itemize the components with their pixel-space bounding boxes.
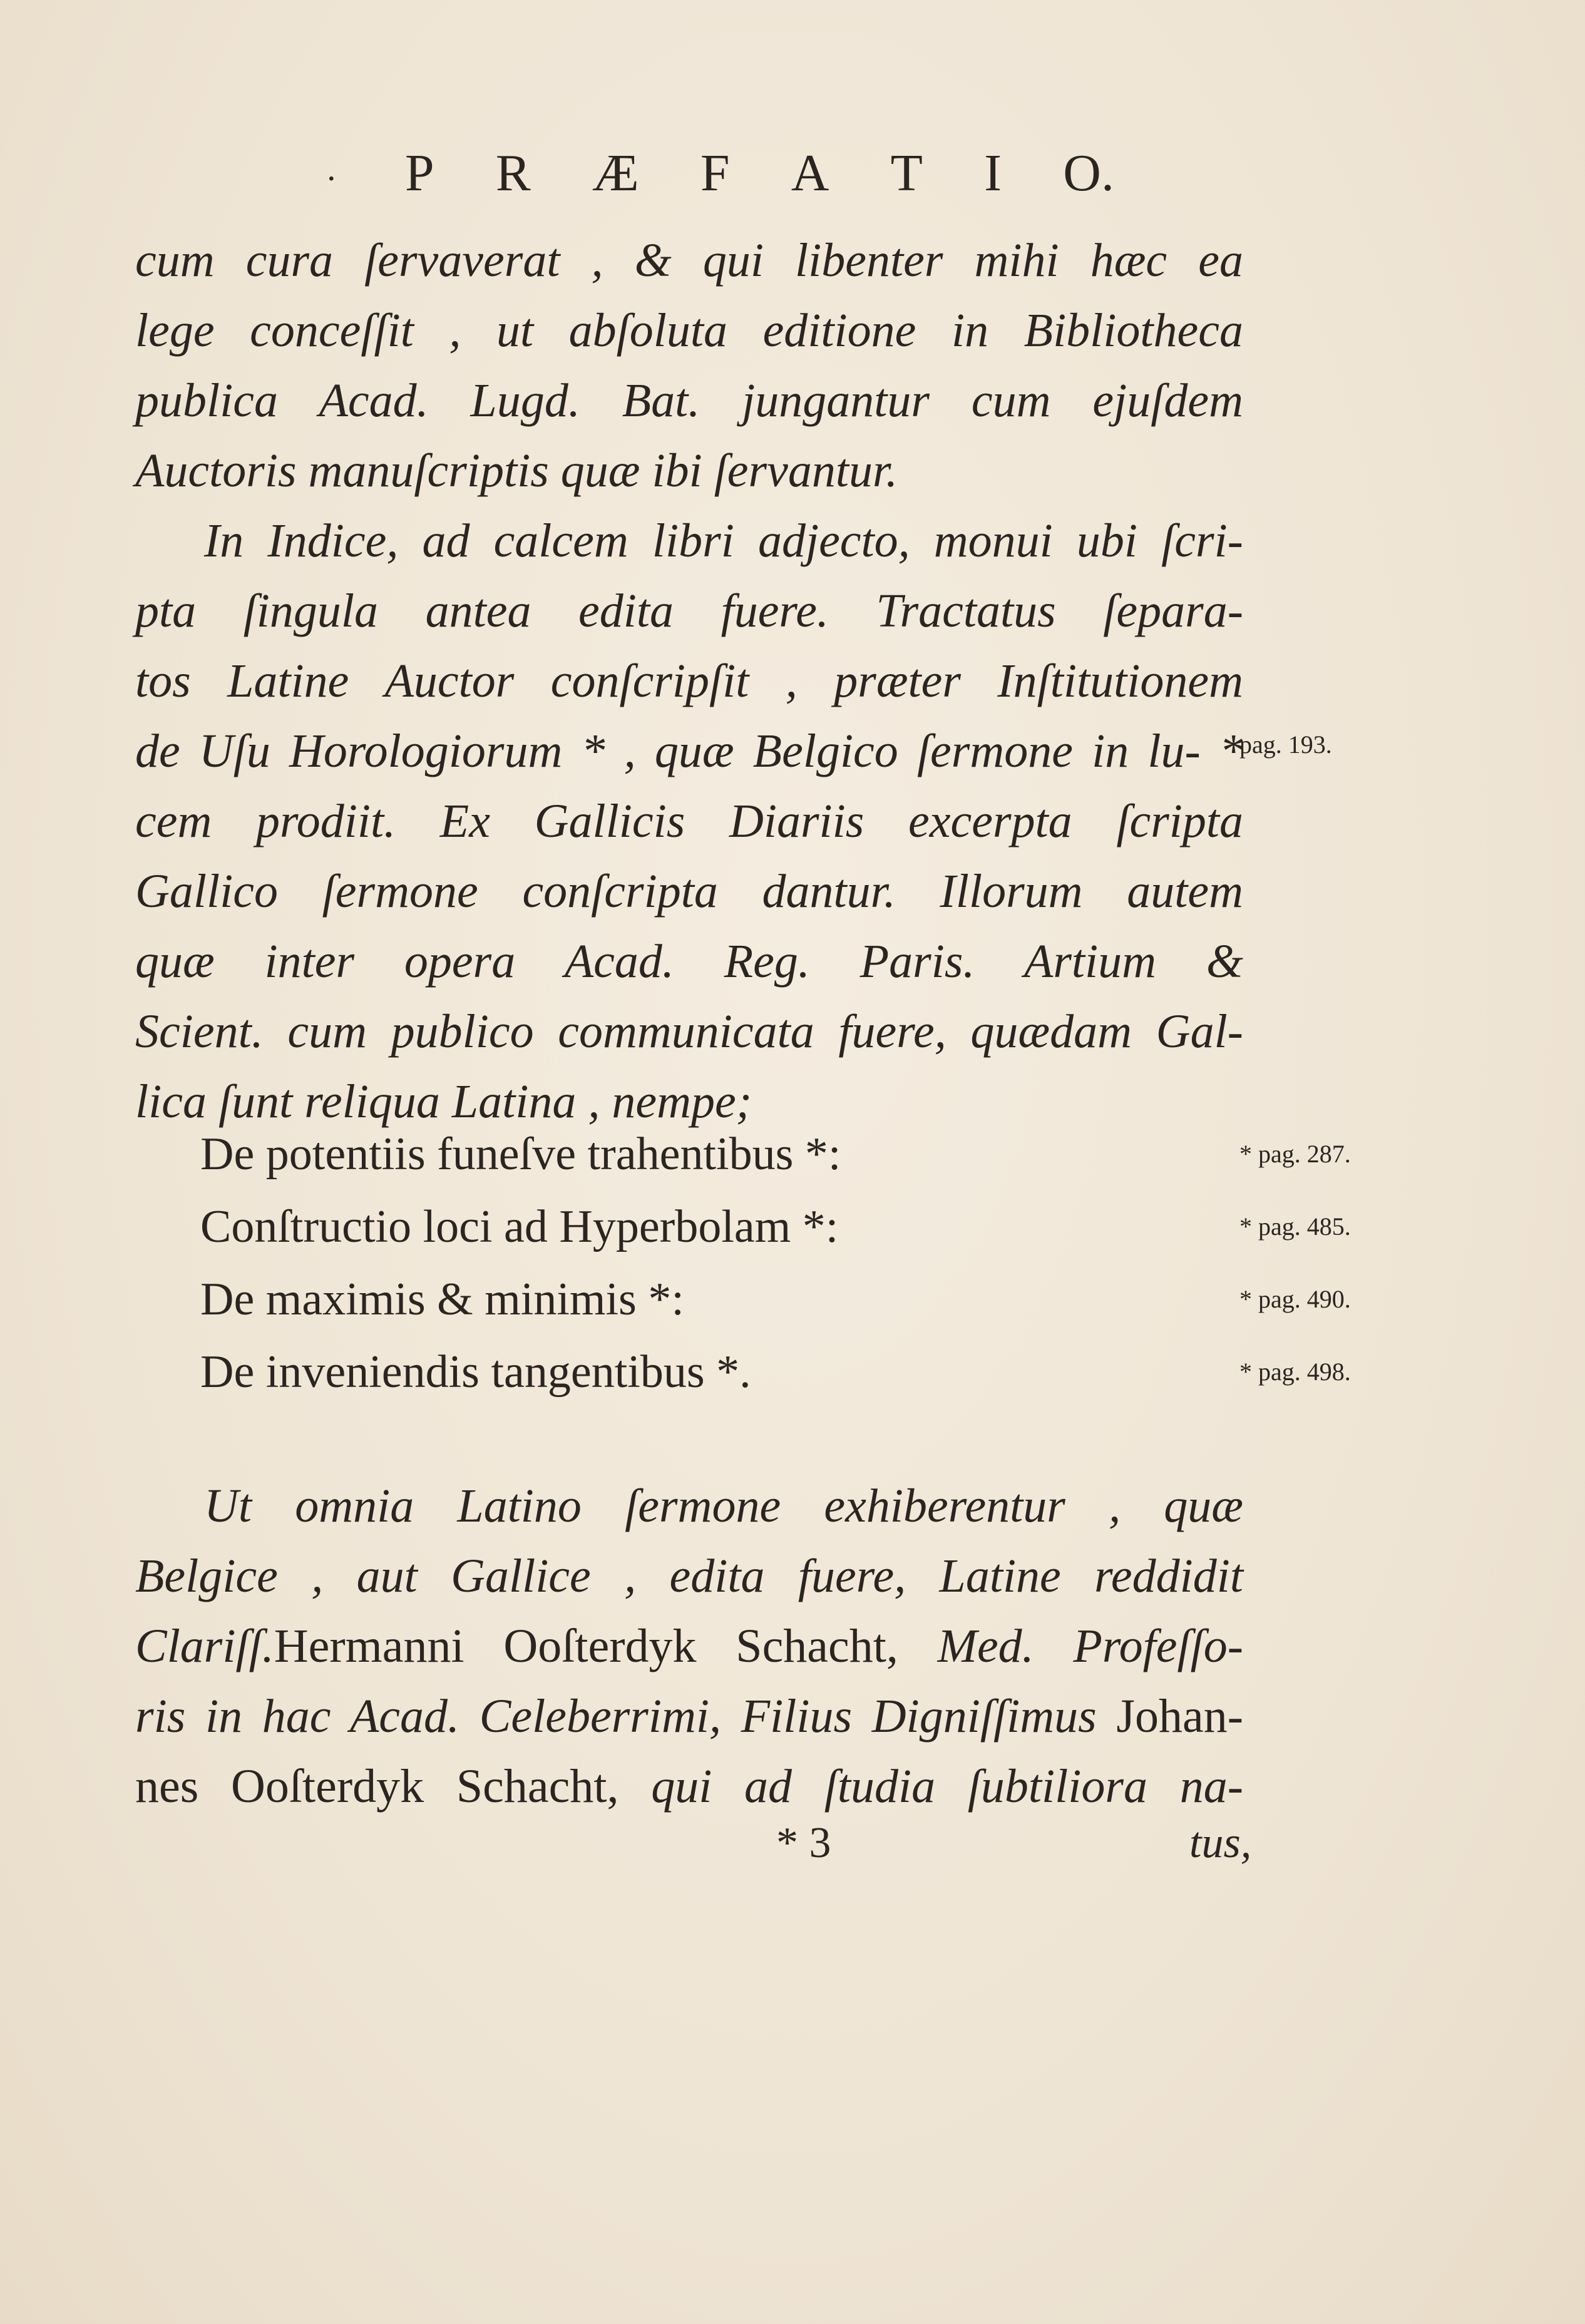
- list-item-title: De potentiis funeſve trahentibus *:: [200, 1129, 841, 1180]
- header-letter: A: [791, 144, 829, 202]
- text-line: Ut omnia Latino ſermone exhiberentur , quæ: [204, 1480, 1243, 1532]
- list-item-ref: * pag. 485.: [1239, 1212, 1351, 1241]
- text-line: cem prodiit. Ex Gallicis Diariis excerpta ſcripta: [135, 795, 1243, 847]
- text-span-italic: ris in hac Acad. Celeberrimi, Filius Digniſſimus: [135, 1690, 1097, 1743]
- text-span-roman: Hermanni Ooſterdyk Schacht,: [274, 1620, 898, 1672]
- running-header: [326, 143, 1114, 203]
- text-line: tos Latine Auctor conſcripſit , præter Inſtitutionem: [135, 655, 1243, 707]
- text-line: lege conceſſit , ut abſoluta editione in Bibliotheca: [135, 304, 1243, 357]
- list-item-title: De maximis & minimis *:: [200, 1274, 684, 1325]
- text-line: quæ inter opera Acad. Reg. Paris. Artium &: [135, 935, 1243, 988]
- catchword: tus,: [1189, 1819, 1252, 1867]
- text-line: cum cura ſervaverat , & qui libenter mihi hæc ea: [135, 234, 1243, 287]
- text-line: de Uſu Horologiorum * , quæ Belgico ſermone in lu- *: [135, 725, 1243, 777]
- text-line: Auctoris manuſcriptis quæ ibi ſervantur.: [135, 444, 898, 497]
- list-item-title: Conſtructio loci ad Hyperbolam *:: [200, 1201, 839, 1252]
- header-letter: I: [984, 144, 1002, 202]
- text-line: Gallico ſermone conſcripta dantur. Illorum autem: [135, 865, 1243, 918]
- header-letter: Æ: [592, 144, 639, 202]
- text-span-italic: Med. Profeſſo-: [937, 1620, 1244, 1672]
- text-line: Belgice , aut Gallice , edita fuere, Latine reddidit: [135, 1550, 1243, 1602]
- text-span-italic: qui ad ſtudia ſubtiliora na-: [651, 1760, 1243, 1813]
- signature-mark: * 3: [776, 1819, 831, 1867]
- text-line: pta ſingula antea edita fuere. Tractatus ſepara-: [135, 585, 1243, 637]
- text-line: lica ſunt reliqua Latina , nempe;: [135, 1075, 752, 1128]
- list-item: [200, 1337, 1390, 1407]
- header-letter: F: [700, 144, 730, 202]
- text-span-roman: Johan-: [1116, 1690, 1244, 1743]
- header-letter: T: [890, 144, 923, 202]
- list-item-title: De inveniendis tangentibus *.: [200, 1346, 751, 1398]
- text-span-italic: Clariſſ.: [135, 1620, 274, 1672]
- text-line: publica Acad. Lugd. Bat. jungantur cum ejuſdem: [135, 374, 1243, 427]
- list-item: [200, 1119, 1390, 1189]
- margin-reference: pag. 193.: [1239, 730, 1332, 759]
- list-item: [200, 1192, 1390, 1262]
- header-letter: R: [495, 144, 531, 202]
- list-item-ref: * pag. 490.: [1239, 1285, 1351, 1313]
- header-dot: ·: [326, 160, 337, 198]
- text-line: In Indice, ad calcem libri adjecto, monui ubi ſcri-: [204, 514, 1243, 567]
- list-item: [200, 1264, 1390, 1334]
- text-line: [135, 1681, 1243, 1751]
- text-line: Scient. cum publico communicata fuere, quædam Gal-: [135, 1005, 1243, 1058]
- text-line: [135, 1751, 1243, 1821]
- list-item-ref: * pag. 287.: [1239, 1140, 1351, 1168]
- text-line: [135, 1611, 1243, 1681]
- list-item-ref: * pag. 498.: [1239, 1358, 1351, 1386]
- text-span-roman: nes Ooſterdyk Schacht,: [135, 1760, 619, 1813]
- header-letter: O.: [1063, 144, 1114, 202]
- header-letter: P: [404, 144, 434, 202]
